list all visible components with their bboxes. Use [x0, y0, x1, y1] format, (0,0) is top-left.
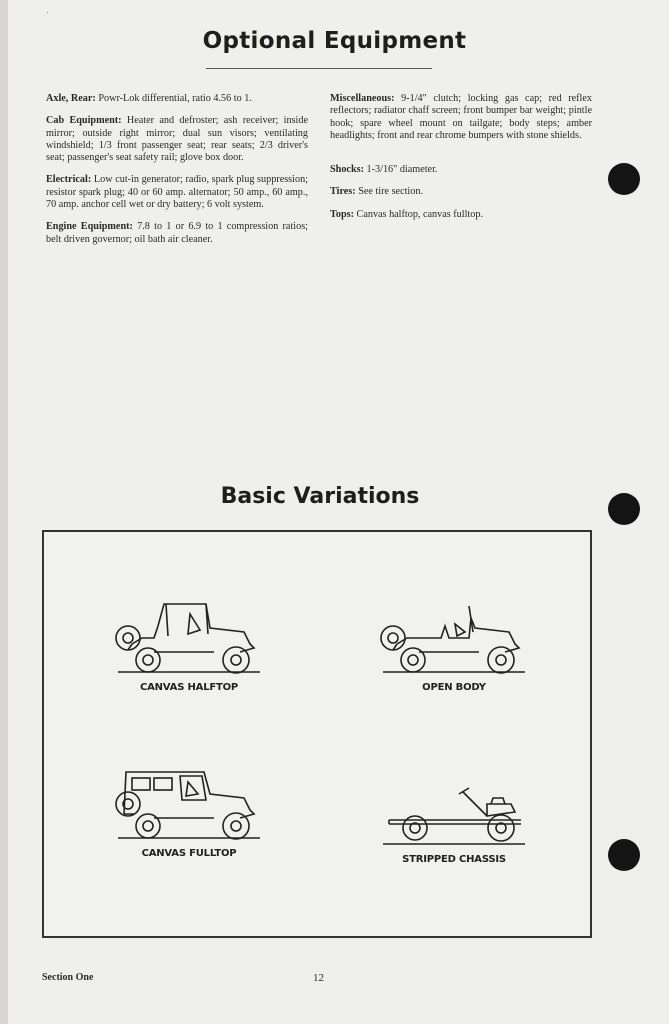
variation-open-body [374, 598, 534, 693]
binder-hole [608, 493, 640, 525]
spec-axle-rear: Axle, Rear: Powr-Lok differential, ratio 4.56 to 1. [46, 93, 252, 104]
variation-stripped-chassis [374, 764, 534, 865]
spec-electrical: Electrical: Low cut-in generator; radio, spark plug suppression; resistor spark plug; 40 or 60 amp. alternator; 50 amp., 60 amp., 70 amp. anchor cell wet or dry battery; 6 volt system. [46, 174, 308, 211]
variation-caption: OPEN BODY [422, 682, 486, 693]
spec-tops: Tops: Canvas halftop, canvas fulltop. [330, 208, 483, 220]
spec-miscellaneous: Miscellaneous: 9-1/4" clutch; locking gas cap; red reflex reflectors; radiator chaff screen; front bumper bar weight; pintle hook; spare wheel mount on tailgate; body steps; amber headlights; front and rear chrome bumpers with stone shields. [330, 93, 592, 141]
page-number: 12 [313, 972, 324, 984]
page-edge [0, 0, 8, 1024]
variation-caption: CANVAS FULLTOP [141, 848, 237, 859]
jeep-stripped-chassis-icon [379, 764, 529, 848]
page-title: Optional Equipment [202, 28, 467, 54]
variation-caption: CANVAS HALFTOP [139, 682, 239, 693]
title-rule [206, 68, 432, 69]
variations-panel [42, 530, 592, 938]
right-column [330, 93, 592, 231]
paper-speck: · [46, 8, 50, 19]
binder-hole [608, 163, 640, 195]
binder-hole [608, 839, 640, 871]
variation-caption: STRIPPED CHASSIS [402, 854, 506, 865]
footer-section: Section One [42, 972, 94, 983]
variation-canvas-fulltop [109, 764, 269, 859]
jeep-canvas-fulltop-icon [114, 764, 264, 842]
section-subtitle: Basic Variations [220, 484, 420, 509]
spec-tires: Tires: See tire section. [330, 186, 423, 198]
spec-engine-equipment: Engine Equipment: 7.8 to 1 or 6.9 to 1 compression ratios; belt driven governor; oil bath air cleaner. [46, 221, 309, 245]
variation-canvas-halftop [109, 598, 269, 693]
jeep-canvas-halftop-icon [114, 598, 264, 676]
spec-cab-equipment: Cab Equipment: Heater and defroster; ash receiver; inside mirror; outside right mirror; dual sun visors; ventilating windshield; 1/3 front passenger seat; rear seats; 2/3 driver's seat; passenger's seat safety rail; glove box door. [46, 115, 308, 164]
jeep-open-body-icon [379, 598, 529, 676]
left-column [46, 93, 308, 256]
spec-shocks: Shocks: 1-3/16" diameter. [330, 164, 438, 176]
